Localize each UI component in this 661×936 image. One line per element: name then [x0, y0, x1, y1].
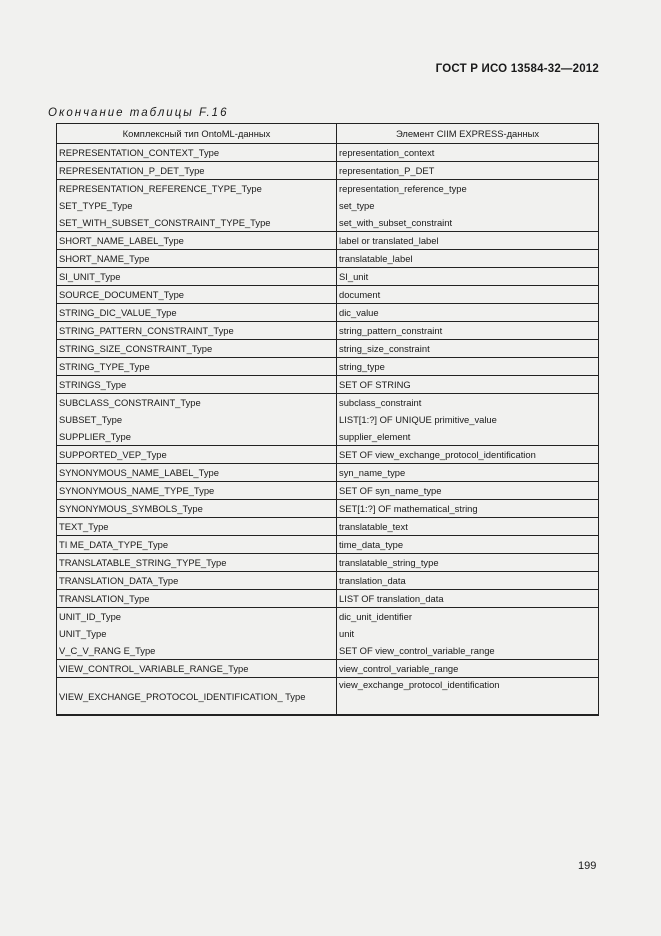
mapping-table	[56, 123, 599, 716]
table-row	[57, 411, 599, 428]
express-element-cell: translation_data	[337, 572, 599, 590]
ontoml-type-cell: SI_UNIT_Type	[57, 268, 337, 286]
col1-header: Комплексный тип OntoML-данных	[57, 124, 337, 144]
express-element-cell: SI_unit	[337, 268, 599, 286]
table-row	[57, 162, 599, 180]
table-row	[57, 590, 599, 608]
express-element-cell: set_with_subset_constraint	[337, 214, 599, 232]
table-row	[57, 197, 599, 214]
ontoml-type-cell: STRING_PATTERN_CONSTRAINT_Type	[57, 322, 337, 340]
table-caption: Окончание таблицы F.16	[48, 107, 229, 119]
ontoml-type-cell: SYNONYMOUS_NAME_TYPE_Type	[57, 482, 337, 500]
table-row	[57, 304, 599, 322]
ontoml-type-cell: SYNONYMOUS_NAME_LABEL_Type	[57, 464, 337, 482]
express-element-cell: representation_P_DET	[337, 162, 599, 180]
ontoml-type-cell: TI ME_DATA_TYPE_Type	[57, 536, 337, 554]
table-row	[57, 232, 599, 250]
express-element-cell: unit	[337, 625, 599, 642]
express-element-cell: SET OF view_exchange_protocol_identification	[337, 446, 599, 464]
express-element-cell: syn_name_type	[337, 464, 599, 482]
ontoml-type-cell: STRINGS_Type	[57, 376, 337, 394]
express-element-cell: LIST[1:?] OF UNIQUE primitive_value	[337, 411, 599, 428]
table-row	[57, 180, 599, 198]
ontoml-type-cell: STRING_TYPE_Type	[57, 358, 337, 376]
express-element-cell: subclass_constraint	[337, 394, 599, 412]
table-row	[57, 358, 599, 376]
table-row	[57, 625, 599, 642]
express-element-cell: dic_unit_identifier	[337, 608, 599, 626]
ontoml-type-cell: STRING_SIZE_CONSTRAINT_Type	[57, 340, 337, 358]
table-header-row	[57, 124, 599, 144]
ontoml-type-cell: SHORT_NAME_LABEL_Type	[57, 232, 337, 250]
table-row	[57, 214, 599, 232]
ontoml-type-cell: UNIT_ID_Type	[57, 608, 337, 626]
ontoml-type-cell: SET_WITH_SUBSET_CONSTRAINT_TYPE_Type	[57, 214, 337, 232]
table-row	[57, 268, 599, 286]
ontoml-type-cell: REPRESENTATION_CONTEXT_Type	[57, 144, 337, 162]
ontoml-type-cell: VIEW_EXCHANGE_PROTOCOL_IDENTIFICATION_ Type	[57, 678, 337, 716]
page-number: 199	[578, 860, 597, 872]
table-row	[57, 376, 599, 394]
ontoml-type-cell: SET_TYPE_Type	[57, 197, 337, 214]
express-element-cell: view_control_variable_range	[337, 660, 599, 678]
table-row	[57, 608, 599, 626]
table-row	[57, 500, 599, 518]
ontoml-type-cell: SYNONYMOUS_SYMBOLS_Type	[57, 500, 337, 518]
ontoml-type-cell: V_C_V_RANG E_Type	[57, 642, 337, 660]
express-element-cell: dic_value	[337, 304, 599, 322]
table-row	[57, 660, 599, 678]
table-row	[57, 250, 599, 268]
ontoml-type-cell: REPRESENTATION_REFERENCE_TYPE_Type	[57, 180, 337, 198]
ontoml-type-cell: SOURCE_DOCUMENT_Type	[57, 286, 337, 304]
express-element-cell: SET OF syn_name_type	[337, 482, 599, 500]
express-element-cell: set_type	[337, 197, 599, 214]
table-row	[57, 572, 599, 590]
table-row	[57, 340, 599, 358]
ontoml-type-cell: TRANSLATABLE_STRING_TYPE_Type	[57, 554, 337, 572]
col2-header: Элемент CIIM EXPRESS-данных	[337, 124, 599, 144]
express-element-cell: view_exchange_protocol_identification	[337, 678, 599, 716]
table-body	[57, 144, 599, 716]
table-row	[57, 394, 599, 412]
ontoml-type-cell: TEXT_Type	[57, 518, 337, 536]
table-row	[57, 554, 599, 572]
express-element-cell: document	[337, 286, 599, 304]
express-element-cell: representation_reference_type	[337, 180, 599, 198]
ontoml-type-cell: STRING_DIC_VALUE_Type	[57, 304, 337, 322]
ontoml-type-cell: SUBCLASS_CONSTRAINT_Type	[57, 394, 337, 412]
express-element-cell: string_size_constraint	[337, 340, 599, 358]
table-row	[57, 642, 599, 660]
table-row	[57, 446, 599, 464]
ontoml-type-cell: TRANSLATION_Type	[57, 590, 337, 608]
ontoml-type-cell: REPRESENTATION_P_DET_Type	[57, 162, 337, 180]
ontoml-type-cell: SHORT_NAME_Type	[57, 250, 337, 268]
table-row	[57, 322, 599, 340]
express-element-cell: supplier_element	[337, 428, 599, 446]
table-row	[57, 536, 599, 554]
express-element-cell: string_pattern_constraint	[337, 322, 599, 340]
express-element-cell: SET[1:?] OF mathematical_string	[337, 500, 599, 518]
express-element-cell: SET OF view_control_variable_range	[337, 642, 599, 660]
table-row	[57, 482, 599, 500]
ontoml-type-cell: SUPPLIER_Type	[57, 428, 337, 446]
table-row	[57, 428, 599, 446]
express-element-cell: translatable_string_type	[337, 554, 599, 572]
table-row	[57, 144, 599, 162]
table-row	[57, 464, 599, 482]
express-element-cell: representation_context	[337, 144, 599, 162]
express-element-cell: SET OF STRING	[337, 376, 599, 394]
express-element-cell: time_data_type	[337, 536, 599, 554]
table-row	[57, 518, 599, 536]
express-element-cell: LIST OF translation_data	[337, 590, 599, 608]
express-element-cell: label or translated_label	[337, 232, 599, 250]
ontoml-type-cell: SUPPORTED_VEP_Type	[57, 446, 337, 464]
table-row	[57, 286, 599, 304]
express-element-cell: string_type	[337, 358, 599, 376]
express-element-cell: translatable_text	[337, 518, 599, 536]
ontoml-type-cell: VIEW_CONTROL_VARIABLE_RANGE_Type	[57, 660, 337, 678]
table-row	[57, 678, 599, 716]
express-element-cell: translatable_label	[337, 250, 599, 268]
ontoml-type-cell: TRANSLATION_DATA_Type	[57, 572, 337, 590]
ontoml-type-cell: SUBSET_Type	[57, 411, 337, 428]
document-id: ГОСТ Р ИСО 13584-32—2012	[435, 63, 599, 75]
ontoml-type-cell: UNIT_Type	[57, 625, 337, 642]
